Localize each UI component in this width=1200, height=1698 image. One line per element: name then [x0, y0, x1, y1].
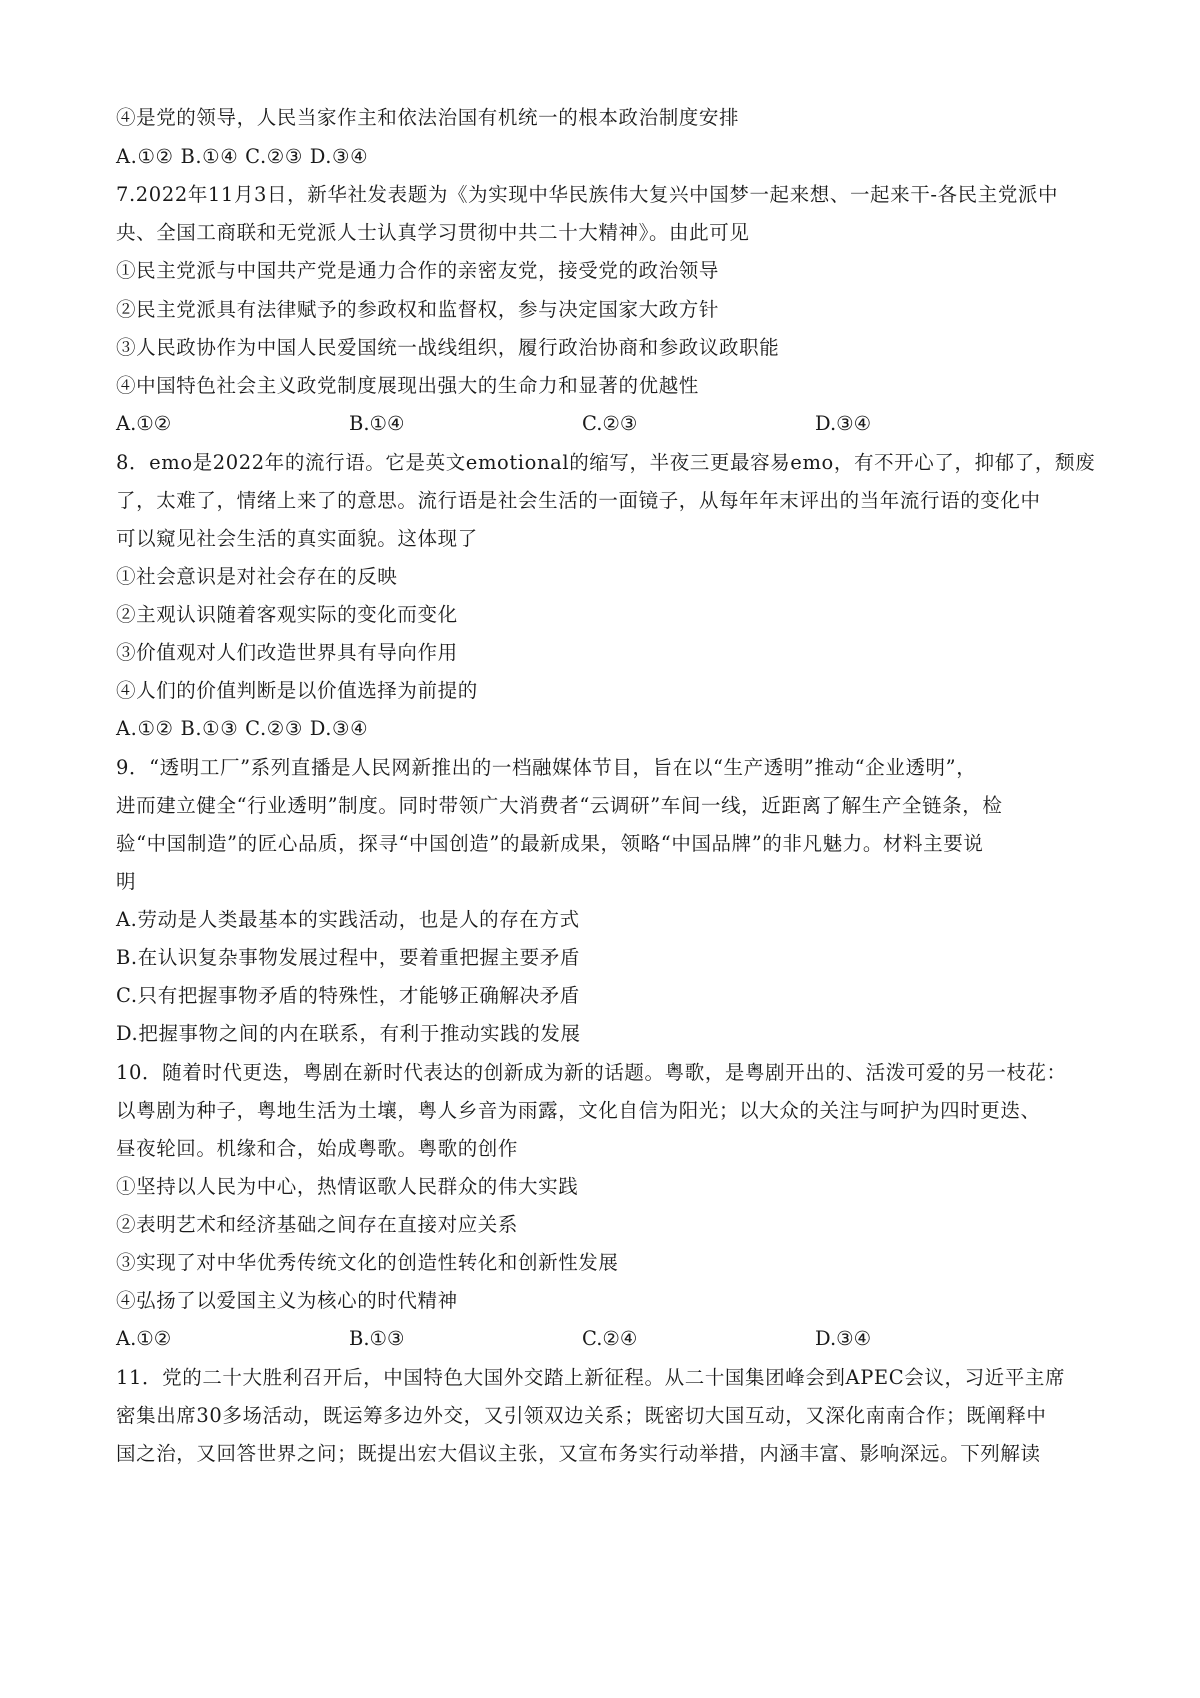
statement-1: ①社会意识是对社会存在的反映	[116, 565, 398, 588]
statement-3: ③实现了对中华优秀传统文化的创造性转化和创新性发展	[116, 1251, 619, 1274]
option-c: C.②③	[582, 412, 638, 435]
option-d: D.③④	[815, 412, 872, 435]
question-7-stem: 央、全国工商联和无党派人士认真学习贯彻中共二十大精神》。由此可见	[116, 221, 750, 244]
statement-1: ①民主党派与中国共产党是通力合作的亲密友党，接受党的政治领导	[116, 259, 720, 282]
statement-3: ③价值观对人们改造世界具有导向作用	[116, 641, 458, 664]
option-b: B.①④	[349, 412, 405, 435]
option-b: B.在认识复杂事物发展过程中，要着重把握主要矛盾	[116, 946, 580, 969]
statement-2: ②民主党派具有法律赋予的参政权和监督权，参与决定国家大政方针	[116, 298, 720, 321]
option-b: B.①③	[349, 1327, 405, 1350]
option-a: A.劳动是人类最基本的实践活动，也是人的存在方式	[116, 908, 580, 931]
statement-1: ①坚持以人民为中心，热情讴歌人民群众的伟大实践	[116, 1175, 579, 1198]
question-10-stem: 昼夜轮回。机缘和合，始成粤歌。粤歌的创作	[116, 1137, 519, 1160]
option-d: D.③④	[815, 1327, 872, 1350]
question-9-stem: 明	[116, 870, 137, 893]
option-c: C.②④	[582, 1327, 638, 1350]
question-9-stem: 进而建立健全“行业透明”制度。同时带领广大消费者“云调研”车间一线，近距离了解生产全链条，检	[116, 794, 1003, 817]
question-11-stem: 密集出席30多场活动，既运筹多边外交，又引领双边关系；既密切大国互动，又深化南南合作；既阐释中	[116, 1404, 1047, 1427]
question-9-stem: 验“中国制造”的匠心品质，探寻“中国创造”的最新成果，领略“中国品牌”的非凡魅力。材料主要说	[116, 832, 984, 855]
statement-4: ④人们的价值判断是以价值选择为前提的	[116, 679, 478, 702]
question-10-stem: 以粤剧为种子，粤地生活为土壤，粤人乡音为雨露，文化自信为阳光；以大众的关注与呵护为四时更迭、	[116, 1099, 1041, 1122]
answer-options: A.①② B.①④ C.②③ D.③④	[116, 145, 369, 168]
question-7-stem: 7.2022年11月3日，新华社发表题为《为实现中华民族伟大复兴中国梦一起来想、一起来干-各民主党派中	[116, 183, 1059, 206]
question-8-stem: 可以窥见社会生活的真实面貌。这体现了	[116, 527, 478, 550]
statement-2: ②主观认识随着客观实际的变化而变化	[116, 603, 458, 626]
question-11-stem: 国之治，又回答世界之问；既提出宏大倡议主张，又宣布务实行动举措，内涵丰富、影响深远。下列解读	[116, 1442, 1041, 1465]
option-d: D.把握事物之间的内在联系，有利于推动实践的发展	[116, 1022, 581, 1045]
option-a: A.①②	[116, 412, 172, 435]
statement-4: ④中国特色社会主义政党制度展现出强大的生命力和显著的优越性	[116, 374, 699, 397]
question-8-stem: 了，太难了，情绪上来了的意思。流行语是社会生活的一面镜子，从每年年末评出的当年流行语的变化中	[116, 489, 1041, 512]
question-8-stem: 8．emo是2022年的流行语。它是英文emotional的缩写，半夜三更最容易emo，有不开心了，抑郁了，颓废	[116, 451, 1096, 474]
option-a: A.①②	[116, 1327, 172, 1350]
option-c: C.只有把握事物矛盾的特殊性，才能够正确解决矛盾	[116, 984, 580, 1007]
answer-options: A.①② B.①③ C.②③ D.③④	[116, 717, 369, 740]
statement-3: ③人民政协作为中国人民爱国统一战线组织，履行政治协商和参政议政职能	[116, 336, 780, 359]
text-line: ④是党的领导，人民当家作主和依法治国有机统一的根本政治制度安排	[116, 106, 740, 129]
question-10-stem: 10．随着时代更迭，粤剧在新时代表达的创新成为新的话题。粤歌，是粤剧开出的、活泼可爱的另一枝花：	[116, 1061, 1067, 1084]
statement-4: ④弘扬了以爱国主义为核心的时代精神	[116, 1289, 458, 1312]
statement-2: ②表明艺术和经济基础之间存在直接对应关系	[116, 1213, 519, 1236]
question-11-stem: 11．党的二十大胜利召开后，中国特色大国外交踏上新征程。从二十国集团峰会到APEC会议，习近平主席	[116, 1366, 1066, 1389]
question-9-stem: 9．“透明工厂”系列直播是人民网新推出的一档融媒体节目，旨在以“生产透明”推动“企业透明”，	[116, 756, 977, 779]
